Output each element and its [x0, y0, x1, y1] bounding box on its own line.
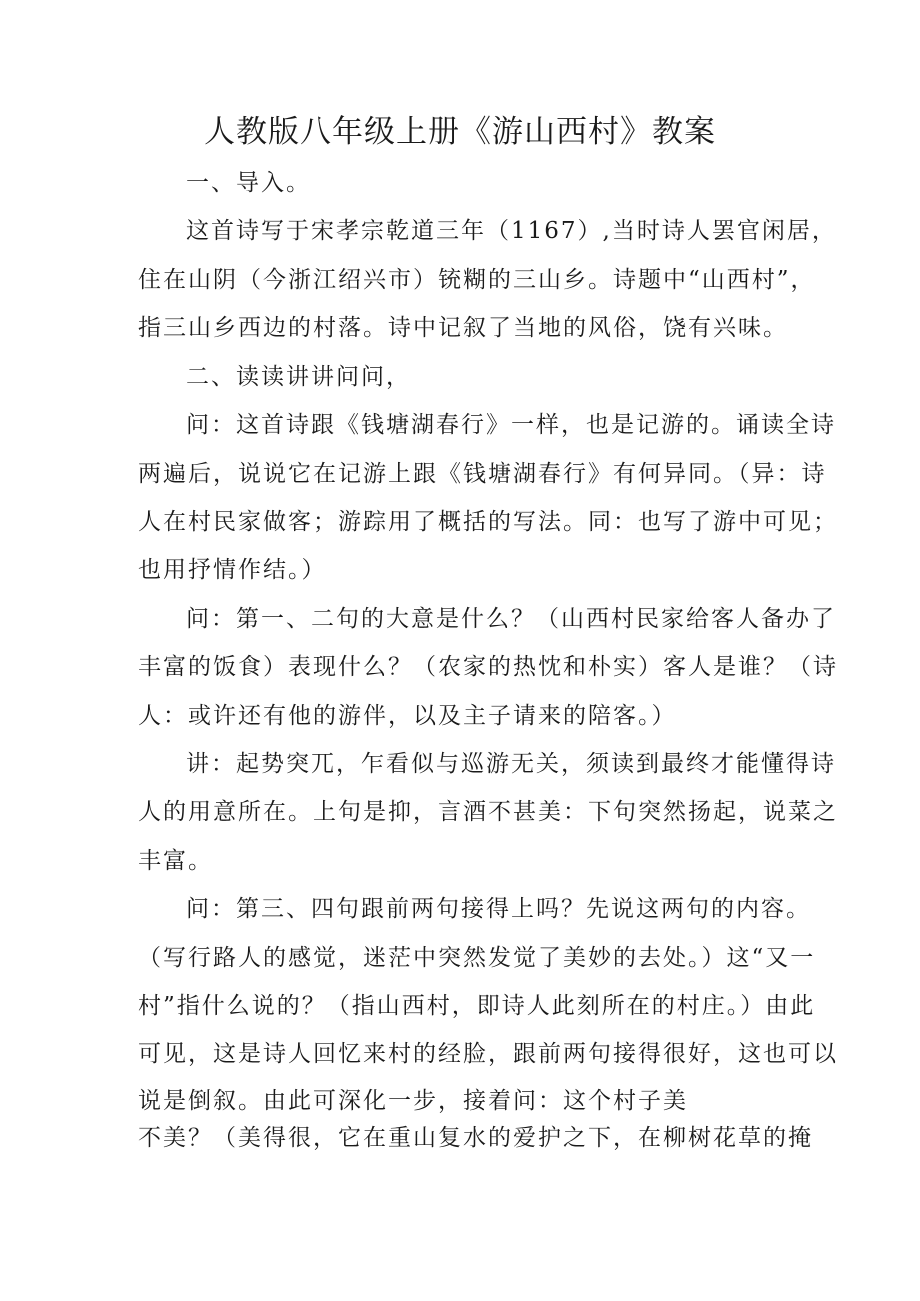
paragraph-line: 村”指什么说的？（指山西村，即诗人此刻所在的村庄。）由此: [138, 993, 816, 1019]
paragraph-line: 丰富。: [138, 848, 213, 874]
paragraph-line: 问：第三、四句跟前两句接得上吗？先说这两句的内容。: [186, 896, 811, 922]
paragraph-line: 丰富的饭食）表现什么？（农家的热忱和朴实）客人是谁？（诗: [138, 654, 838, 680]
paragraph-line: 说是倒叙。由此可深化一步，接着问：这个村子美: [138, 1088, 688, 1114]
document-title: 人教版八年级上册《游山西村》教案: [204, 114, 716, 150]
paragraph-line: 这首诗写于宋孝宗乾道三年（1167）,当时诗人罢官闲居，: [186, 218, 837, 244]
paragraph-line: 指三山乡西边的村落。诗中记叙了当地的风俗，饶有兴味。: [138, 315, 788, 341]
paragraph-line: 问：这首诗跟《钱塘湖春行》一样，也是记游的。诵读全诗: [186, 412, 836, 438]
paragraph-line: 两遍后，说说它在记游上跟《钱塘湖春行》有何异同。（异：诗: [138, 461, 827, 487]
paragraph-line: 一、导入。: [186, 170, 311, 196]
paragraph-line: 也用抒情作结。）: [138, 557, 327, 583]
paragraph-line: （写行路人的感觉，迷茫中突然发觉了美妙的去处。）这“又一: [138, 945, 816, 971]
paragraph-line: 住在山阴（今浙江绍兴市）铳糊的三山乡。诗题中“山西村”，: [138, 267, 816, 293]
paragraph-line: 可见，这是诗人回忆来村的经脸，跟前两句接得很好，这也可以: [138, 1041, 838, 1067]
paragraph-line: 问：第一、二句的大意是什么？（山西村民家给客人备办了: [186, 606, 836, 632]
paragraph-line: 人在村民家做客；游踪用了概括的写法。同：也写了游中可见；: [138, 509, 838, 535]
paragraph-line: 二、读读讲讲问问，: [186, 364, 411, 390]
paragraph-line: 不美？（美得很，它在重山复水的爱护之下，在柳树花草的掩: [138, 1125, 813, 1151]
paragraph-line: 讲：起势突兀，乍看似与巡游无关，须读到最终才能懂得诗: [186, 751, 836, 777]
paragraph-line: 人：或许还有他的游伴，以及主子请来的陪客。）: [138, 703, 677, 729]
paragraph-line: 人的用意所在。上句是抑，言酒不甚美：下句突然扬起，说菜之: [138, 799, 838, 825]
